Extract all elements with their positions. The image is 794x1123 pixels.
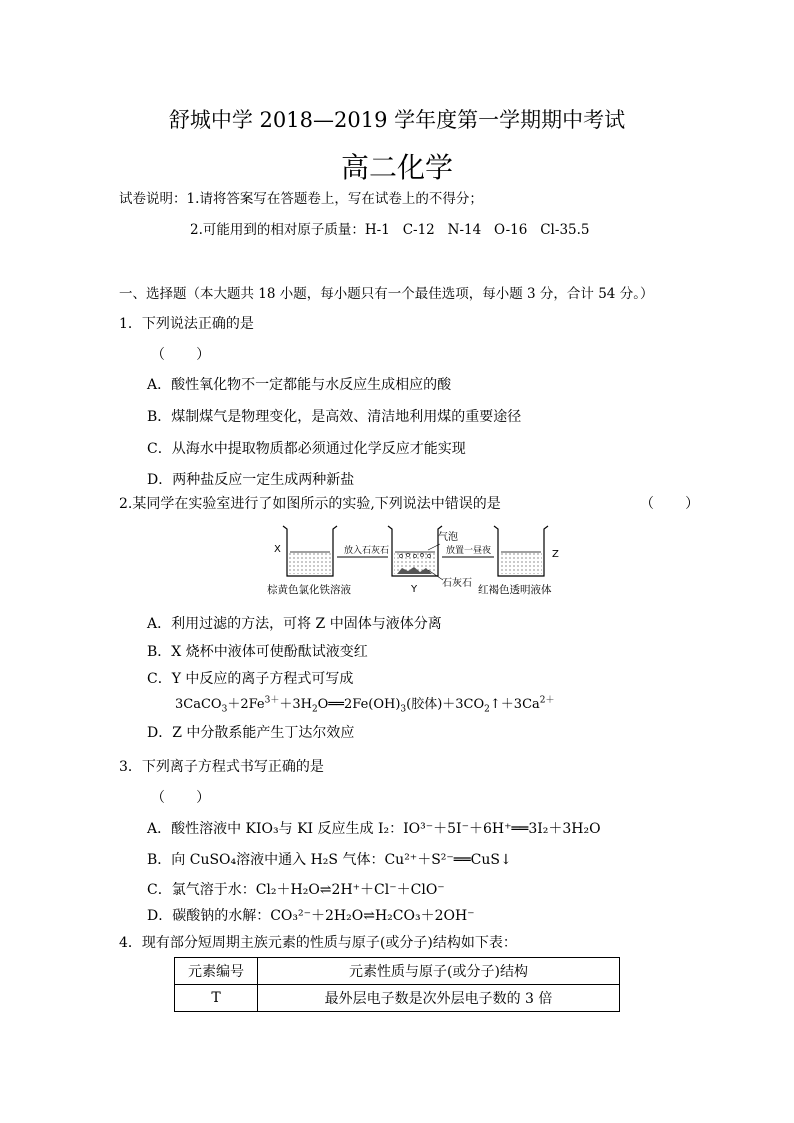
beaker-y xyxy=(388,526,442,576)
question-2-stem: 2.某同学在实验室进行了如图所示的实验,下列说法中错误的是 xyxy=(119,496,501,512)
question-1-answer-blank: （ ） xyxy=(151,347,211,363)
question-2-option-b: B．X 烧杯中液体可使酚酞试液变红 xyxy=(147,644,368,660)
question-2-answer-blank: （ ） xyxy=(640,496,700,512)
step-add-limestone: 放入石灰石 xyxy=(344,546,390,556)
table-cell: 最外层电子数是次外层电子数的 3 倍 xyxy=(258,985,620,1012)
question-1-stem: 1．下列说法正确的是 xyxy=(119,316,254,332)
question-3-answer-blank: （ ） xyxy=(151,790,211,806)
label-y: Y xyxy=(411,584,418,595)
question-3-option-c: C．氯气溶于水：Cl₂＋H₂O⇌2H⁺＋Cl⁻＋ClO⁻ xyxy=(147,882,445,898)
question-2-option-c: C．Y 中反应的离子方程式可写成 xyxy=(147,671,354,687)
table-header-cell: 元素性质与原子(或分子)结构 xyxy=(258,958,620,985)
atomic-masses: H-1 C-12 N-14 O-16 Cl-35.5 xyxy=(364,222,590,238)
table-header-cell: 元素编号 xyxy=(175,958,258,985)
table-cell: T xyxy=(175,985,258,1012)
table-header-row xyxy=(175,958,620,985)
limestone-label: 石灰石 xyxy=(442,578,472,589)
question-1-option-a: A．酸性氧化物不一定都能与水反应生成相应的酸 xyxy=(147,377,452,393)
question-2-option-a: A．利用过滤的方法，可将 Z 中固体与液体分离 xyxy=(147,616,442,632)
step-stand-overnight: 放置一昼夜 xyxy=(446,546,492,556)
label-x: X xyxy=(274,544,281,555)
instructions-label: 试卷说明： xyxy=(119,191,187,207)
beaker-z xyxy=(494,526,548,576)
instruction-item-1: 1.请将答案写在答题卷上，写在试卷上的不得分； xyxy=(186,191,483,207)
bubble-label: 气泡 xyxy=(438,532,458,543)
label-z: Z xyxy=(552,549,559,560)
question-1-option-b: B．煤制煤气是物理变化，是高效、清洁地利用煤的重要途径 xyxy=(147,409,522,425)
question-1-option-d: D．两种盐反应一定生成两种新盐 xyxy=(147,472,355,488)
question-2-equation: $3CaCO_3+2Fe^{3+}+3H_2O══2Fe(OH)_3$(胶体)$+3CO_2↑+3Ca^{2+}$ xyxy=(175,695,555,715)
question-1-option-c: C．从海水中提取物质都必须通过化学反应才能实现 xyxy=(147,441,466,457)
caption-ferric-chloride: 棕黄色氯化铁溶液 xyxy=(267,584,351,596)
question-4-stem: 4．现有部分短周期主族元素的性质与原子(或分子)结构如下表： xyxy=(119,935,517,951)
exam-title: 舒城中学 2018—2019 学年度第一学期期中考试 xyxy=(168,108,626,132)
question-2-option-d: D．Z 中分散系能产生丁达尔效应 xyxy=(147,725,355,741)
subject-title: 高二化学 xyxy=(340,151,453,184)
question-3-stem: 3．下列离子方程式书写正确的是 xyxy=(119,759,324,775)
question-3-option-d: D．碳酸钠的水解：CO₃²⁻＋2H₂O⇌H₂CO₃＋2OH⁻ xyxy=(147,908,475,924)
caption-red-brown-liquid: 红褐色透明液体 xyxy=(478,584,552,596)
section-heading: 一、选择题（本大题共 18 小题，每小题只有一个最佳选项，每小题 3 分，合计 54 分。） xyxy=(119,286,654,302)
beaker-x xyxy=(283,526,337,576)
instructions-line-1 xyxy=(119,187,483,207)
question-3-option-b: B．向 CuSO₄溶液中通入 H₂S 气体：Cu²⁺＋S²⁻══CuS↓ xyxy=(147,852,512,868)
instruction-item-2: 2.可能用到的相对原子质量： xyxy=(190,222,365,238)
element-properties-table xyxy=(174,957,620,1012)
instructions-line-2 xyxy=(190,218,590,238)
question-3-option-a: A．酸性溶液中 KIO₃与 KI 反应生成 I₂：IO³⁻＋5I⁻＋6H⁺══3I₂＋3H₂O xyxy=(147,821,601,837)
table-row xyxy=(175,985,620,1012)
